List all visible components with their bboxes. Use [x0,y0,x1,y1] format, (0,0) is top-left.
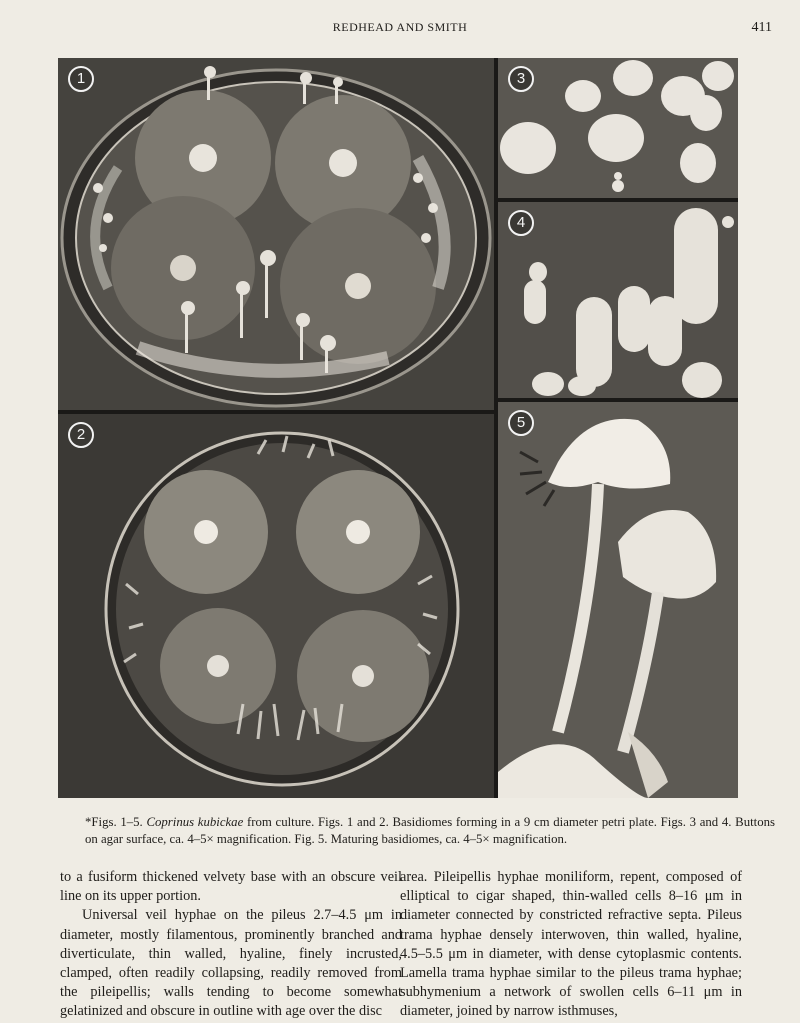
figure-caption [85,814,775,848]
body-paragraph: Universal veil hyphae on the pileus 2.7–4.5 μm in diameter, mostly filamentous, prominently branched and diverticulate, thin walled, hyaline, finely incrusted, clamped, often readily collapsing, readily removed from the pileipellis; walls tending to become somewhat gelatinized and obscure in outline with age over the disc [60,907,402,1020]
figure-1-panel [58,58,494,410]
figure-3-panel [498,58,738,198]
figure-4-panel [498,202,738,398]
caption-species: Coprinus kubickae [146,815,244,829]
body-right-column [400,868,742,1022]
figure-2-image [58,414,494,798]
figure-2-label: 2 [68,422,94,448]
body-paragraph: to a fusiform thickened velvety base with an obscure veil line on its upper portion. [60,869,402,905]
running-head: REDHEAD AND SMITH [332,20,468,34]
body-left-column [60,868,402,1022]
body-paragraph: area. Pileipellis hyphae moniliform, repent, composed of elliptical to cigar shaped, thin-walled cells 8–16 μm in diameter connected by constricted refractive septa. Pileus trama hyphae densely interwoven, thin walled, hyaline, 4.5–5.5 μm in diameter, with dense cytoplasmic contents. Lamella trama hyphae similar to the pileus trama hyphae; subhymenium a network of swollen cells 6–11 μm in diameter, joined by narrow isthmuses, [400,869,742,1020]
figure-5-panel [498,402,738,798]
page-number: 411 [751,20,772,35]
figure-5-image [498,402,738,798]
figure-4-label: 4 [508,210,534,236]
figure-3-label: 3 [508,66,534,92]
figure-1-label: 1 [68,66,94,92]
figure-2-panel [58,414,494,798]
figure-5-label: 5 [508,410,534,436]
figure-3-image [498,58,738,198]
caption-lead: *Figs. 1–5. [85,815,143,829]
figure-1-image [58,58,494,410]
caption-text: from culture. Figs. 1 and 2. Basidiomes forming in a 9 cm diameter petri plate. Figs. 3 and 4. Buttons on agar surface, ca. 4–5× magnification. Fig. 5. Maturing basidiomes, ca. 4–5× magnification. [85,815,775,846]
figure-4-image [498,202,738,398]
figure-plate [58,58,738,798]
